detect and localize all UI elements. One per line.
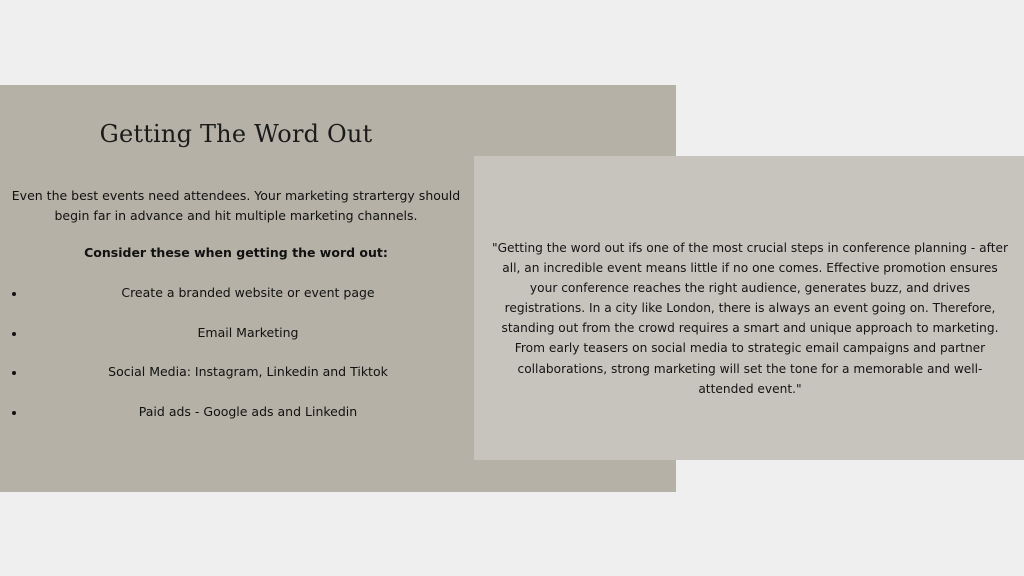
bullet-icon (12, 411, 16, 415)
bullet-label: Paid ads - Google ads and Linkedin (138, 403, 358, 419)
marketing-bullet-list (0, 284, 472, 442)
bullet-label: Email Marketing (197, 324, 299, 340)
bullet-label: Social Media: Instagram, Linkedin and Tiktok (108, 364, 388, 379)
bullet-item-paid-ads (0, 403, 472, 443)
bullet-item-social-media (0, 363, 472, 403)
bullet-item-email-marketing (0, 324, 472, 364)
bullet-label: Create a branded website or event page (121, 285, 375, 300)
intro-text: Even the best events need attendees. Your marketing strartergy should begin far in advance and hit multiple marketing channels. (11, 188, 461, 223)
page-title: Getting The Word Out (99, 120, 373, 148)
bullet-item-branded-website (0, 284, 472, 324)
bullet-icon (12, 332, 16, 336)
bullet-icon (12, 292, 16, 296)
bullet-icon (12, 371, 16, 375)
quote-panel (474, 156, 1024, 460)
quote-text: "Getting the word out ifs one of the most crucial steps in conference planning - after all, an incredible event means little if no one comes. Effective promotion ensures your conference reaches the right audience, generates buzz, and drives registrations. In a city like London, there is always an event going on. Therefore, standing out from the crowd requires a smart and unique approach to marketing. From early teasers on social media to strategic email campaigns and partner collaborations, strong marketing will set the tone for a memorable and well-attended event." (491, 241, 1009, 396)
consider-heading: Consider these when getting the word out: (84, 245, 388, 260)
